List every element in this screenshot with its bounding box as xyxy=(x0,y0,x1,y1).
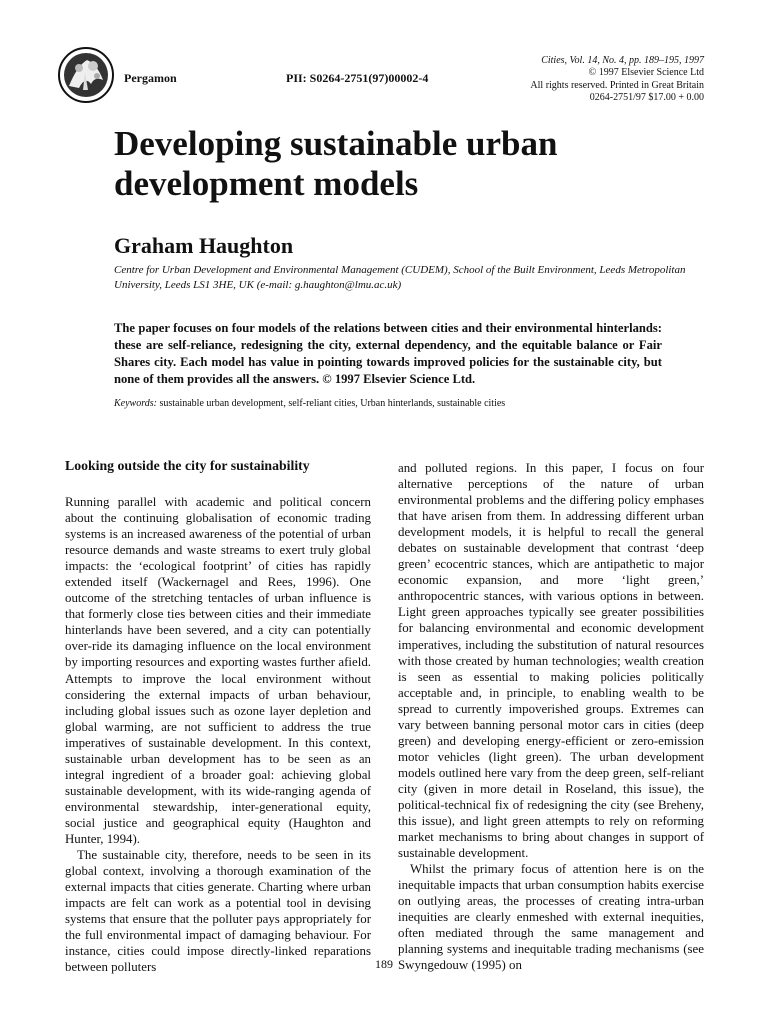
author-name: Graham Haughton xyxy=(114,233,294,258)
page-number: 189 xyxy=(375,957,393,971)
citation-block xyxy=(444,55,704,105)
citation-line: All rights reserved. Printed in Great Britain xyxy=(530,79,704,91)
body-paragraph: Whilst the primary focus of attention here is on the inequitable impacts that urban consumption habits exercise on outlying areas, the processes of creating intra-urban inequities are clearly enmeshed with external inequities, often mediated through the same management and planning systems and inequitable trading mechanisms (see Swyngedouw (1995) on xyxy=(398,862,704,973)
body-paragraph: The sustainable city, therefore, needs to be seen in its global context, involving a thorough examination of the external impacts that cities generate. Charting where urban impacts are felt can work as a potential tool in devising systems that ensure that the polluter pays appropriately for the full environmental impact of damaging behaviour. For instance, cities could impose directly-linked reparations between polluters xyxy=(65,848,371,975)
body-paragraph: and polluted regions. In this paper, I focus on four alternative perceptions of the nature of urban environmental problems and the differing policy emphases that have arisen from them. In addressing different urban development models, it is helpful to recall the general debates on sustainable development that contrast ‘deep green’ ecocentric stances, which are antipathetic to major economic expansion, and more ‘light green,’ anthropocentric stances, with various options in between. Light green approaches typically see greater possibilities for balancing environmental and economic development imperatives, including the substitution of natural resources with those created by human technologies; wealth creation is seen as essential to making policies politically acceptable and, in principle, to enabling wealth to be spread to currently impoverished groups. Extremes can vary between banning personal motor cars in cities (deep green) and developing energy-efficient or zero-emission motor vehicles (light green). The urban development models outlined here vary from the deep green, self-reliant city (given in more detail in Roseland, this issue), the political-technical fix of redesigning the city (see Breheny, this issue), and light green attempts to rely on reforming market mechanisms to bring about changes in support of sustainable development. xyxy=(398,461,704,861)
citation-line: 0264-2751/97 $17.00 + 0.00 xyxy=(589,92,704,104)
citation-line: © 1997 Elsevier Science Ltd xyxy=(588,67,704,79)
section-heading: Looking outside the city for sustainability xyxy=(65,458,310,473)
body-paragraph: Running parallel with academic and political concern about the continuing globalisation of economic trading systems is an increased awareness of the potential of urban resource demands and waste streams to exert truly global impacts: the ‘ecological footprint’ of cities has rapidly extended itself (Wackernagel and Rees, 1996). One outcome of the stretching tentacles of urban influence is that formerly close ties between cities and their immediate hinterlands have been severed, and a city can potentially over-ride its damaging influence on the local environment by importing resources and exporting wastes further afield. Attempts to improve the local environment without considering the external impacts of urban behaviour, including global issues such as ozone layer depletion and global warming, are not sufficient to address the true imperatives of sustainable development. In this context, sustainable urban development has to be seen as an integral ingredient of a broader goal: achieving global sustainable development, with its wide-ranging agenda of environmental stewardship, inter-generational equity, social justice and geographical equity (Haughton and Hunter, 1994). xyxy=(65,495,371,846)
abstract: The paper focuses on four models of the relations between cities and their environmental hinterlands: these are self-reliance, redesigning the city, external dependency, and the equitable balance or Fair Shares city. Each model has value in pointing towards improved policies for the sustainable city, but none of them provides all the answers. © 1997 Elsevier Science Ltd. xyxy=(114,321,662,386)
keywords-label: Keywords: xyxy=(114,398,157,409)
right-column xyxy=(398,460,704,974)
pii-code: PII: S0264-2751(97)00002-4 xyxy=(286,71,429,85)
keywords-line xyxy=(114,398,674,409)
article-title: Developing sustainable urban development models xyxy=(114,124,558,203)
left-column xyxy=(65,458,371,975)
publisher-logo-icon xyxy=(57,46,115,104)
citation-line: Cities, Vol. 14, No. 4, pp. 189–195, 1997 xyxy=(541,55,704,66)
publisher-name: Pergamon xyxy=(124,71,177,85)
author-affiliation: Centre for Urban Development and Environmental Management (CUDEM), School of the Built Environment, Leeds Metropolitan University, Leeds LS1 3HE, UK (e-mail: g.haughton@lmu.ac.uk) xyxy=(114,264,686,291)
keywords-text: sustainable urban development, self-reliant cities, Urban hinterlands, sustainable cities xyxy=(159,398,506,409)
